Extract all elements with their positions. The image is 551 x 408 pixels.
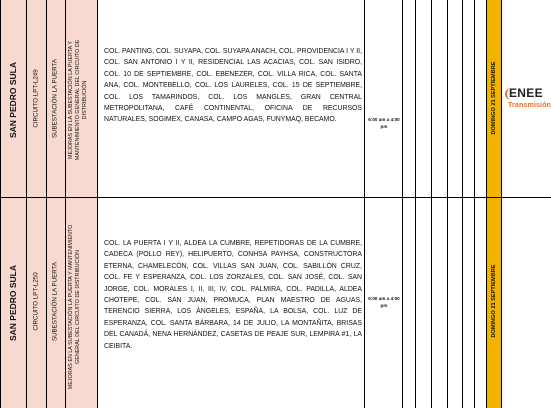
logo-subtitle: Transmisión [508, 100, 551, 109]
work-description: MEJORAS EN LA SUBESTACIÓN LA PUERTA Y MANTENIMIENTO GENERAL DEL CIRCUITO DE DISTRIBUCIÓN [68, 39, 89, 161]
schedule-row [0, 0, 551, 197]
city-label: SAN PEDRO SULA [8, 61, 18, 139]
date-label: DOMINGO 21 SEPTIEMBRE [491, 61, 497, 135]
affected-areas: COL. LA PUERTA I Y II, ALDEA LA CUMBRE, REPETIDORAS DE LA CUMBRE, CADECA (POLLO REY), HELIPUERTO, CONHSA PAYHSA, CONSTRUCTORA ETERNA, CHAMELECÓN, COL. VILLAS SAN JUAN, COL. SABILLÓN CRUZ, COL. FE Y ESPERANZA, COL. LOS ZORZALES, COL. SAN JOSÉ, COL. SAN JORGE, COL. MORALES I, II, III, IV, COL. PALMIRA, COL. PADILLA, ALDEA CHOTEPE, COL. SAN JUAN, PROMUCA, PLAN MAESTRO DE AGUAS, TERENCIO SIERRA, LOS ÁNGELES, ESPAÑA, LA BOLSA, COL. LUZ DE ESPERANZA, COL. SANTA BÁRBARA, 14 DE JULIO, LA MONTAÑITA, BRISAS DEL CANADÁ, NENA HERNÁNDEZ, CASETAS DE PEAJE SUR, LEMPIRA #1, LA CEIBITA. [104, 240, 362, 350]
work-description: MEJORAS EN LA SUBESTACIÓN LA PUERTA Y MANTENIMIENTO GENERAL DEL CIRCUITO DE DISTRIBUCIÓN [68, 224, 82, 390]
time-range: 6:00 am a 4:00 pm [368, 117, 400, 129]
time-range: 6:00 am a 4:00 pm [368, 296, 400, 308]
circuit-label: CIRCUITO LPT-L250 [32, 272, 40, 331]
substation-label: SUBESTACIÓN LA PUERTA [51, 261, 59, 342]
date-label: DOMINGO 21 SEPTIEMBRE [491, 264, 497, 338]
enee-logo [505, 86, 551, 116]
substation-label: SUBESTACIÓN LA PUERTA [51, 58, 59, 139]
city-label: SAN PEDRO SULA [8, 264, 18, 342]
schedule-row [0, 198, 551, 408]
circuit-label: CIRCUITO LPT-L249 [32, 69, 40, 128]
affected-areas: COL. PANTING, COL. SUYAPA, COL. SUYAPA ANACH, COL. PROVIDENCIA I Y II, COL. SAN ANTONIO I Y II, RESIDENCIAL LAS ACACIAS, COL. SAN ISIDRO, COL. 10 DE SEPTIEMBRE, COL. EBENEZER, COL. VILLA RICA, COL. SANTA ANA, COL. MONTEBELLO, COL. LOS LAURELES, COL. 15 DE SEPTIEMBRE, COL. LOS TAMARINDOS, COL. LOS MANGLES, GRAN CENTRAL METROPOLITANA, CAFÉ CONTINENTAL, OFICINA DE RECURSOS NATURALES, SOGIMEX, CANASA, CAMPO AGAS, FUNYMAQ, BECAMO. [104, 48, 362, 124]
logo-name: ENEE [509, 86, 543, 100]
